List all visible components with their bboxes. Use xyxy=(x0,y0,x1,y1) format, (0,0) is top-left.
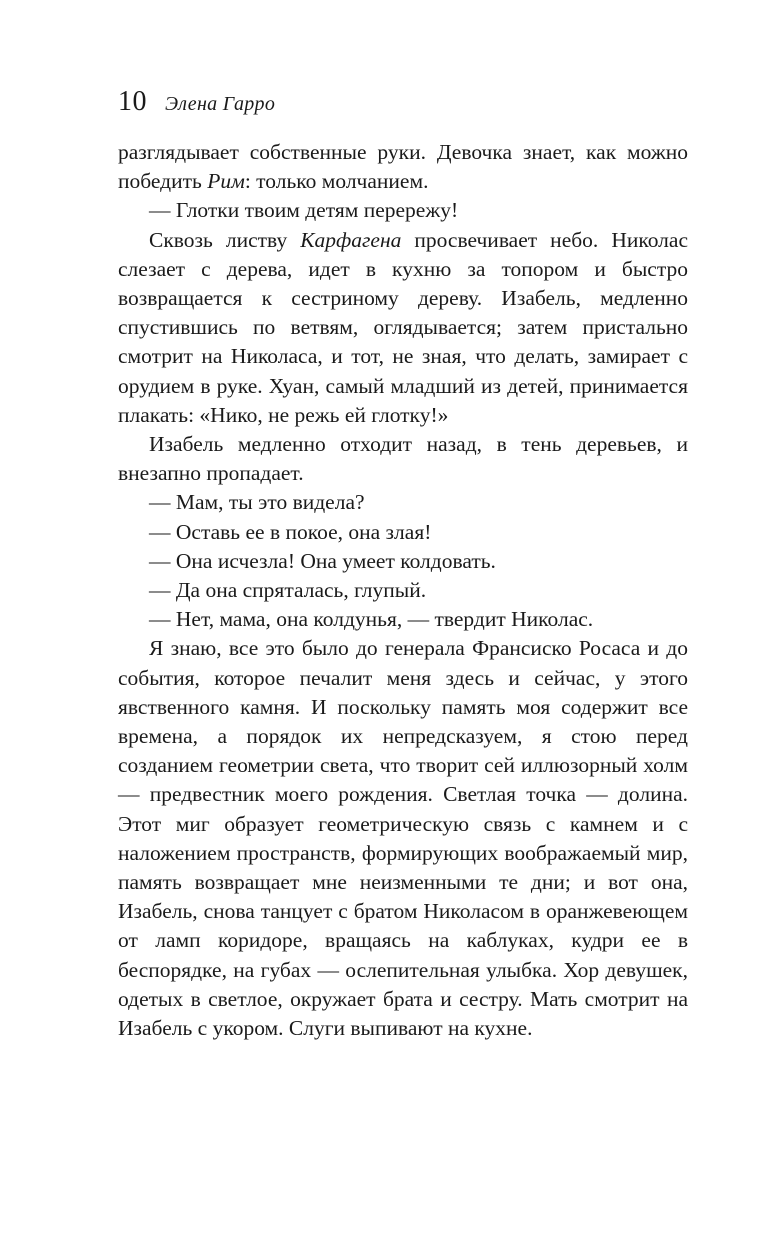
author-name: Элена Гарро xyxy=(165,93,276,115)
running-head xyxy=(118,86,688,128)
text-run: просвечивает небо. Николас слезает с дерева, идет в кухню за топором и быстро возвращается к сестриному дереву. Изабель, медленно спустившись по ветвям, оглядывается; затем пристально смотрит на Николаса, и тот, не зная, что делать, замирает с орудием в руке. Хуан, самый младший из детей, принимается плакать: «Нико, не режь ей глотку!» xyxy=(118,227,688,427)
paragraph xyxy=(118,138,688,196)
page-number: 10 xyxy=(118,86,147,117)
dialogue-line: — Мам, ты это видела? xyxy=(149,490,365,515)
dialogue-line: — Да она спряталась, глупый. xyxy=(149,578,427,603)
text-run: разглядывает собственные руки. Девочка знает, как можно победить xyxy=(118,140,688,194)
dialogue-line: — Глотки твоим детям перережу! xyxy=(149,198,459,223)
text-run: : только молчанием. xyxy=(244,169,429,194)
paragraph: Я знаю, все это было до генерала Франсиско Росаса и до события, которое печалит меня здесь и сейчас, у этого явственного камня. И поскольку память моя содержит все времена, а порядок их непредсказуем, я стою перед созданием геометрии света, что творит сей иллюзорный холм — предвестник моего рождения. Светлая точка — долина. Этот миг образует геометрическую связь с камнем и с наложением пространств, формирующих воображаемый мир, память возвращает мне неизменными те дни; и вот она, Изабель, снова танцует с братом Николасом в оранжевеющем от ламп коридоре, вращаясь на каблуках, кудри ее в беспорядке, на губах — ослепительная улыбка. Хор девушек, одетых в светлое, окружает брата и сестру. Мать смотрит на Изабель с укором. Слуги выпивают на кухне. xyxy=(118,636,688,1041)
dialogue-line: — Нет, мама, она колдунья, — твердит Николас. xyxy=(149,607,594,632)
italic-word: Карфагена xyxy=(300,227,402,252)
body-text xyxy=(118,138,688,1043)
italic-word: Рим xyxy=(207,169,245,194)
text-run: Сквозь листву xyxy=(149,227,301,252)
paragraph: Изабель медленно отходит назад, в тень деревьев, и внезапно пропадает. xyxy=(118,432,688,486)
dialogue-line: — Оставь ее в покое, она злая! xyxy=(149,519,432,544)
book-page xyxy=(118,86,688,1043)
dialogue-line: — Она исчезла! Она умеет колдовать. xyxy=(149,548,496,573)
paragraph xyxy=(118,226,688,430)
